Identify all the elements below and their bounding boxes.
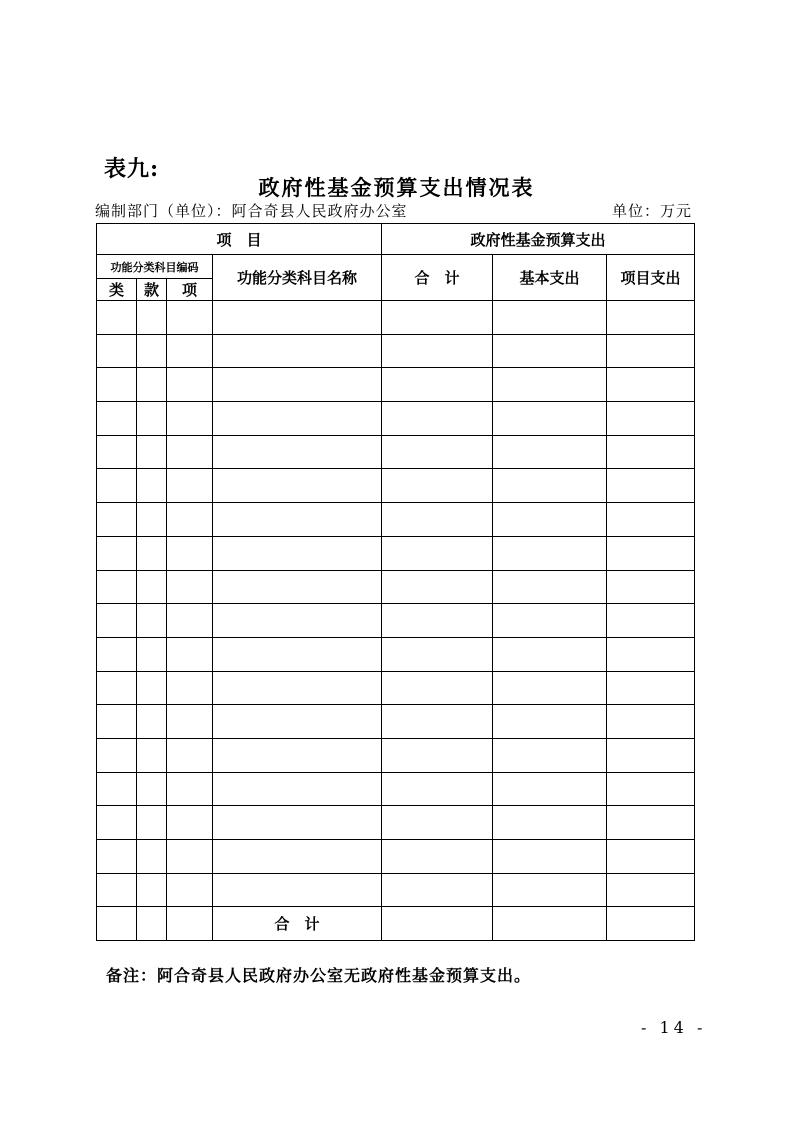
table-row (97, 469, 695, 503)
table-cell-project (607, 806, 695, 840)
table-cell-xiang (167, 334, 213, 368)
table-cell (137, 907, 167, 941)
table-cell-project (607, 334, 695, 368)
table-row (97, 705, 695, 739)
table-cell-basic (493, 570, 607, 604)
table-cell-total (382, 840, 493, 874)
table-cell-total (382, 806, 493, 840)
table-cell-project (607, 536, 695, 570)
table-cell-name (213, 840, 382, 874)
table-cell-xiang (167, 806, 213, 840)
total-row-label: 合 计 (213, 907, 382, 941)
table-cell-xiang (167, 738, 213, 772)
table-cell-kuan (137, 334, 167, 368)
table-cell-basic (493, 435, 607, 469)
total-row-total (382, 907, 493, 941)
table-row (97, 368, 695, 402)
header-expenditure-group: 政府性基金预算支出 (382, 224, 695, 255)
table-cell-lei (97, 806, 137, 840)
table-cell-xiang (167, 368, 213, 402)
table-cell-lei (97, 536, 137, 570)
table-cell-basic (493, 705, 607, 739)
table-cell-name (213, 402, 382, 436)
table-cell-kuan (137, 705, 167, 739)
table-cell-project (607, 435, 695, 469)
table-cell-total (382, 671, 493, 705)
table-cell-lei (97, 637, 137, 671)
table-cell-lei (97, 772, 137, 806)
table-cell-total (382, 334, 493, 368)
table-row (97, 671, 695, 705)
table-cell-total (382, 536, 493, 570)
total-row (97, 907, 695, 941)
table-cell-total (382, 637, 493, 671)
header-total: 合 计 (382, 255, 493, 301)
table-row (97, 334, 695, 368)
table-cell-project (607, 570, 695, 604)
table-cell-total (382, 570, 493, 604)
table-cell-name (213, 334, 382, 368)
table-cell-total (382, 772, 493, 806)
header-basic-expenditure: 基本支出 (493, 255, 607, 301)
table-cell-basic (493, 402, 607, 436)
table-cell-xiang (167, 873, 213, 907)
table-cell-name (213, 738, 382, 772)
table-cell-lei (97, 402, 137, 436)
table-cell-total (382, 301, 493, 335)
table-cell-xiang (167, 503, 213, 537)
table-cell-name (213, 536, 382, 570)
table-cell-total (382, 604, 493, 638)
table-row (97, 301, 695, 335)
table-cell-kuan (137, 604, 167, 638)
table-cell-project (607, 503, 695, 537)
table-cell-name (213, 368, 382, 402)
table-label: 表九: (104, 156, 160, 182)
table-cell-total (382, 435, 493, 469)
table-cell-project (607, 637, 695, 671)
table-cell-basic (493, 334, 607, 368)
table-cell-name (213, 671, 382, 705)
table-cell-kuan (137, 873, 167, 907)
table-cell-kuan (137, 469, 167, 503)
table-cell-kuan (137, 570, 167, 604)
table-cell-project (607, 604, 695, 638)
page-number: - 14 - (641, 1018, 707, 1037)
table-cell-basic (493, 604, 607, 638)
table-row (97, 402, 695, 436)
table-cell-project (607, 705, 695, 739)
table-cell-kuan (137, 637, 167, 671)
table-cell-basic (493, 671, 607, 705)
table-cell-total (382, 469, 493, 503)
table-cell-basic (493, 536, 607, 570)
table-cell-xiang (167, 469, 213, 503)
header-code-group: 功能分类科目编码 (97, 255, 213, 279)
table-cell-lei (97, 368, 137, 402)
table-cell-total (382, 503, 493, 537)
table-cell-basic (493, 301, 607, 335)
table-cell-name (213, 604, 382, 638)
table-row (97, 772, 695, 806)
table-cell-total (382, 873, 493, 907)
total-row-basic (493, 907, 607, 941)
table-cell-project (607, 772, 695, 806)
table-cell-total (382, 368, 493, 402)
table-cell-xiang (167, 705, 213, 739)
table-cell-name (213, 637, 382, 671)
table-cell-xiang (167, 435, 213, 469)
table-cell-lei (97, 705, 137, 739)
table-cell-lei (97, 469, 137, 503)
table-cell-basic (493, 840, 607, 874)
table-cell-basic (493, 469, 607, 503)
currency-unit: 单位：万元 (612, 202, 693, 220)
table-cell-xiang (167, 536, 213, 570)
table-cell-total (382, 738, 493, 772)
table-cell-kuan (137, 503, 167, 537)
table-row (97, 637, 695, 671)
table-cell-kuan (137, 772, 167, 806)
table-cell-name (213, 772, 382, 806)
table-cell-name (213, 469, 382, 503)
table-cell-kuan (137, 840, 167, 874)
table-cell-project (607, 873, 695, 907)
table-cell-xiang (167, 301, 213, 335)
table-cell-name (213, 705, 382, 739)
total-row-project (607, 907, 695, 941)
table-cell-kuan (137, 435, 167, 469)
page-title: 政府性基金预算支出情况表 (258, 175, 535, 200)
table-cell-xiang (167, 570, 213, 604)
table-cell-lei (97, 604, 137, 638)
table-cell-xiang (167, 840, 213, 874)
table-row (97, 873, 695, 907)
table-cell-project (607, 368, 695, 402)
compiling-unit: 编制部门（单位）：阿合奇县人民政府办公室 (95, 202, 408, 220)
table-cell-lei (97, 570, 137, 604)
table-cell-basic (493, 873, 607, 907)
table-cell-lei (97, 503, 137, 537)
header-project-expenditure: 项目支出 (607, 255, 695, 301)
header-xiang: 项 (167, 279, 213, 301)
table-cell-kuan (137, 671, 167, 705)
table-cell-lei (97, 840, 137, 874)
table-cell-basic (493, 503, 607, 537)
table-cell-basic (493, 772, 607, 806)
table-cell-name (213, 435, 382, 469)
table-cell-project (607, 671, 695, 705)
header-item: 项 目 (97, 224, 382, 255)
table-cell-basic (493, 738, 607, 772)
table-cell-project (607, 301, 695, 335)
table-cell-project (607, 738, 695, 772)
table-row (97, 806, 695, 840)
table-cell (167, 907, 213, 941)
table-cell-name (213, 806, 382, 840)
table-cell-kuan (137, 806, 167, 840)
table-cell-kuan (137, 536, 167, 570)
table-cell-lei (97, 435, 137, 469)
table-cell-xiang (167, 772, 213, 806)
table-body (97, 301, 695, 907)
table-cell-total (382, 705, 493, 739)
table-cell-xiang (167, 402, 213, 436)
table-cell-kuan (137, 402, 167, 436)
header-lei: 类 (97, 279, 137, 301)
table-cell-total (382, 402, 493, 436)
table-cell-xiang (167, 604, 213, 638)
table-cell-project (607, 840, 695, 874)
table-cell-basic (493, 368, 607, 402)
table-row (97, 570, 695, 604)
table-cell-project (607, 469, 695, 503)
table-row (97, 503, 695, 537)
table-row (97, 738, 695, 772)
table-cell-lei (97, 873, 137, 907)
table-cell-basic (493, 806, 607, 840)
table-cell-lei (97, 671, 137, 705)
table-row (97, 435, 695, 469)
header-kuan: 款 (137, 279, 167, 301)
table-row (97, 840, 695, 874)
table-cell-project (607, 402, 695, 436)
table-cell-xiang (167, 671, 213, 705)
table-cell-basic (493, 637, 607, 671)
budget-table (96, 223, 695, 941)
table-row (97, 536, 695, 570)
table-cell-lei (97, 334, 137, 368)
table-cell-lei (97, 301, 137, 335)
table-cell-kuan (137, 301, 167, 335)
table-cell-kuan (137, 368, 167, 402)
table-cell-xiang (167, 637, 213, 671)
table-cell-lei (97, 738, 137, 772)
table-cell-name (213, 873, 382, 907)
table-cell-name (213, 503, 382, 537)
table-cell-kuan (137, 738, 167, 772)
table-cell-name (213, 570, 382, 604)
table-row (97, 604, 695, 638)
table-cell-name (213, 301, 382, 335)
footnote: 备注：阿合奇县人民政府办公室无政府性基金预算支出。 (106, 966, 532, 985)
table-cell (97, 907, 137, 941)
header-category-name: 功能分类科目名称 (213, 255, 382, 301)
